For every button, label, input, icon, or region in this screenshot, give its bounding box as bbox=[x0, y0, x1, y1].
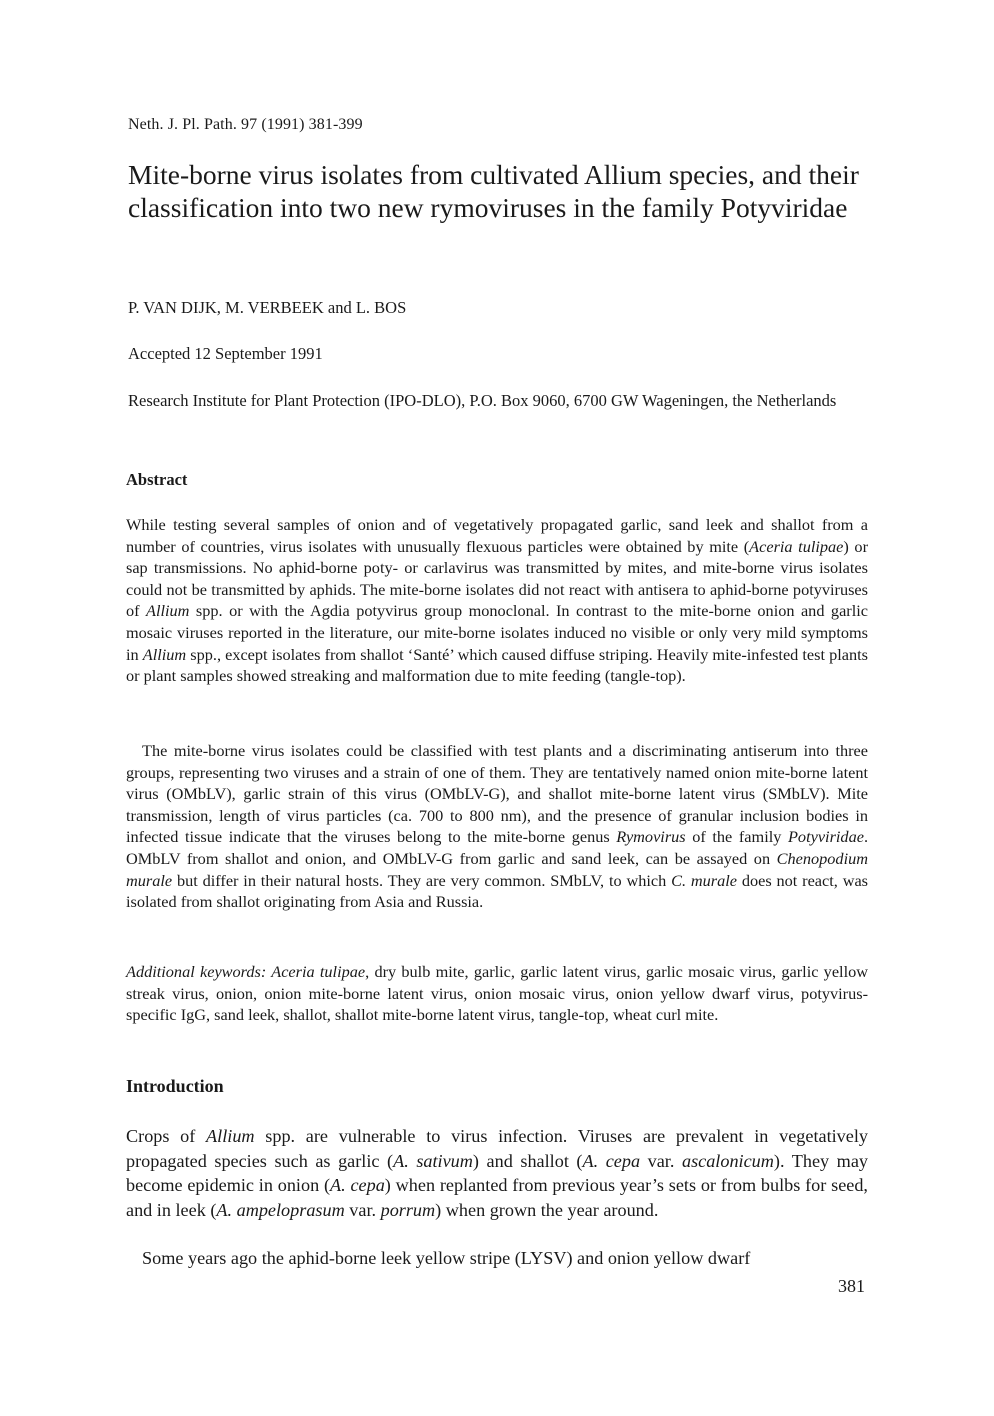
journal-reference: Neth. J. Pl. Path. 97 (1991) 381-399 bbox=[128, 116, 363, 133]
introduction-paragraph-2: Some years ago the aphid-borne leek yellow stripe (LYSV) and onion yellow dwarf bbox=[142, 1248, 751, 1268]
introduction-paragraph-1: Crops of Allium spp. are vulnerable to virus infection. Viruses are prevalent in vegetatively propagated species such as garlic (A. sativum) and shallot (A. cepa var. ascalonicum). They may become epidemic in onion (A. cepa) when replanted from previous year’s sets or from bulbs for seed, and in leek (A. ampeloprasum var. porrum) when grown the year around. bbox=[126, 1126, 868, 1220]
article-title: Mite-borne virus isolates from cultivated Allium species, and their classification into two new rymoviruses in the family Potyviridae bbox=[128, 159, 859, 223]
keywords-paragraph: Additional keywords: Aceria tulipae, dry bulb mite, garlic, garlic latent virus, garlic mosaic virus, garlic yellow streak virus, onion, onion mite-borne latent virus, onion mosaic virus, onion yellow dwarf virus, potyvirus-specific IgG, sand leek, shallot, shallot mite-borne latent virus, tangle-top, wheat curl mite. bbox=[126, 962, 868, 1025]
introduction-heading: Introduction bbox=[126, 1076, 224, 1096]
author-list: P. VAN DIJK, M. VERBEEK and L. BOS bbox=[128, 298, 407, 317]
abstract-heading: Abstract bbox=[126, 470, 188, 489]
abstract-paragraph-2: The mite-borne virus isolates could be classified with test plants and a discriminating antiserum into three groups, representing two viruses and a strain of one of them. They are tentatively named onion mite-borne latent virus (OMbLV), garlic strain of this virus (OMbLV-G), and shallot mite-borne latent virus (SMbLV). Mite transmission, length of virus particles (ca. 700 to 800 nm), and the presence of granular inclusion bodies in infected tissue indicate that the viruses belong to the mite-borne genus Rymovirus of the family Potyviridae. OMbLV from shallot and onion, and OMbLV-G from garlic and sand leek, can be assayed on Chenopodium murale but differ in their natural hosts. They are very common. SMbLV, to which C. murale does not react, was isolated from shallot originating from Asia and Russia. bbox=[126, 741, 869, 912]
accepted-date: Accepted 12 September 1991 bbox=[128, 344, 323, 363]
page-number: 381 bbox=[838, 1276, 865, 1296]
affiliation: Research Institute for Plant Protection (IPO-DLO), P.O. Box 9060, 6700 GW Wageningen, the Netherlands bbox=[128, 391, 837, 410]
abstract-paragraph-1: While testing several samples of onion and of vegetatively propagated garlic, sand leek and shallot from a number of countries, virus isolates with unusually flexuous particles were obtained by mite (Aceria tulipae) or sap transmissions. No aphid-borne poty- or carlavirus was transmitted by mites, and mite-borne virus isolates could not be transmitted by aphids. The mite-borne isolates did not react with antisera to aphid-borne potyviruses of Allium spp. or with the Agdia potyvirus group monoclonal. In contrast to the mite-borne onion and garlic mosaic viruses reported in the literature, our mite-borne isolates induced no visible or only very mild symptoms in Allium spp., except isolates from shallot ‘Santé’ which caused diffuse striping. Heavily mite-infested test plants or plant samples showed streaking and malformation due to mite feeding (tangle-top). bbox=[126, 515, 868, 686]
